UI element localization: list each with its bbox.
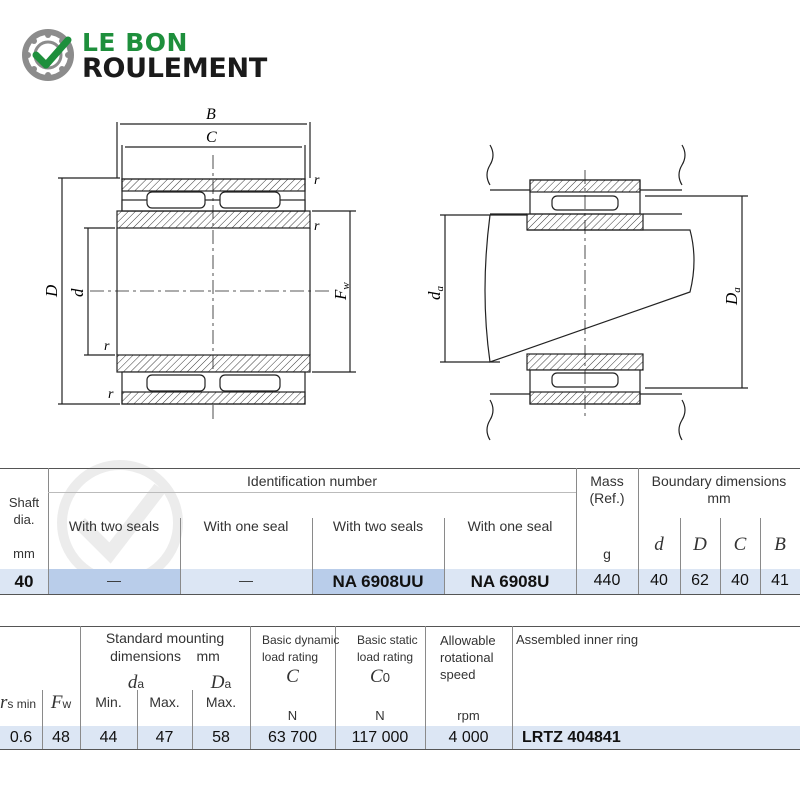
dim-Fw: Fw bbox=[331, 282, 352, 300]
row-mass: 440 bbox=[593, 572, 621, 589]
col-one-seal-1: With one seal bbox=[203, 518, 289, 534]
speed-label: Allowable rotational speed bbox=[440, 633, 496, 682]
shaft-dia-label: Shaft dia. bbox=[8, 495, 40, 527]
inner-label: Assembled inner ring bbox=[516, 632, 639, 647]
row-B: 41 bbox=[771, 572, 789, 589]
dim-r1: r bbox=[314, 173, 320, 188]
dim-r2: r bbox=[314, 219, 320, 234]
Da-max: Max. bbox=[205, 694, 237, 710]
sym-C: C bbox=[733, 534, 747, 555]
bearing-drawing bbox=[0, 95, 800, 455]
rs-min-header: rs min bbox=[0, 692, 37, 713]
col-two-seals-2: With two seals bbox=[332, 518, 424, 534]
dim-r4: r bbox=[108, 387, 114, 402]
col-two-seals-1: With two seals bbox=[68, 518, 160, 534]
spec-table-1 bbox=[0, 468, 800, 596]
row2-C0: 117 000 bbox=[351, 729, 409, 746]
sym-B: B bbox=[774, 534, 786, 555]
col-one-seal-2: With one seal bbox=[467, 518, 553, 534]
row-C: 40 bbox=[731, 572, 749, 589]
mounting-header: Standard mounting dimensions mm bbox=[105, 630, 225, 664]
dim-C: C bbox=[206, 129, 217, 146]
dim-Da: Da bbox=[722, 287, 743, 305]
sym-d: d bbox=[654, 534, 664, 555]
dim-d: d bbox=[68, 288, 87, 297]
identification-header: Identification number bbox=[247, 473, 377, 489]
da-max: Max. bbox=[149, 694, 180, 710]
row2-Da-max: 58 bbox=[212, 729, 230, 746]
boundary-label: Boundary dimensions mm bbox=[651, 473, 787, 506]
brand-logo bbox=[22, 26, 302, 86]
row2-rs: 0.6 bbox=[9, 729, 33, 746]
spec-table-2 bbox=[0, 626, 800, 750]
row-id1: — bbox=[107, 572, 121, 588]
stat-label: Basic static load rating bbox=[357, 633, 418, 664]
row2-da-min: 44 bbox=[99, 729, 118, 746]
row-d: 40 bbox=[650, 572, 668, 589]
bearing-check-icon bbox=[22, 28, 76, 82]
mass-label: Mass (Ref.) bbox=[589, 473, 625, 506]
logo-line1: LE BON bbox=[82, 28, 188, 57]
dim-r3: r bbox=[104, 339, 110, 354]
stat-sym: C0 bbox=[370, 666, 390, 687]
dyn-label: Basic dynamic load rating bbox=[262, 633, 340, 664]
row2-inner: LRTZ 404841 bbox=[522, 729, 621, 746]
row-D: 62 bbox=[691, 572, 709, 589]
speed-unit: rpm bbox=[457, 708, 480, 723]
dim-da: da bbox=[425, 286, 446, 300]
row-shaft: 40 bbox=[14, 572, 34, 591]
dim-D: D bbox=[42, 284, 61, 297]
da-header: da bbox=[127, 672, 145, 693]
dyn-sym: C bbox=[286, 666, 299, 687]
row-id4: NA 6908U bbox=[470, 572, 550, 591]
mass-unit: g bbox=[603, 546, 611, 562]
logo-line2: ROULEMENT bbox=[82, 53, 267, 84]
shaft-unit: mm bbox=[13, 546, 35, 561]
sym-D: D bbox=[693, 534, 707, 555]
row2-speed: 4 000 bbox=[448, 729, 489, 746]
Da-header: Da bbox=[210, 672, 232, 693]
dim-B: B bbox=[206, 106, 216, 123]
fw-header: Fw bbox=[50, 692, 72, 713]
row2-da-max: 47 bbox=[155, 729, 174, 746]
row2-C: 63 700 bbox=[268, 729, 317, 746]
row-id3: NA 6908UU bbox=[332, 572, 424, 591]
da-min: Min. bbox=[95, 694, 122, 710]
row-id2: — bbox=[239, 572, 253, 588]
dyn-unit: N bbox=[287, 708, 298, 723]
stat-unit: N bbox=[375, 708, 385, 723]
row2-fw: 48 bbox=[52, 729, 70, 746]
